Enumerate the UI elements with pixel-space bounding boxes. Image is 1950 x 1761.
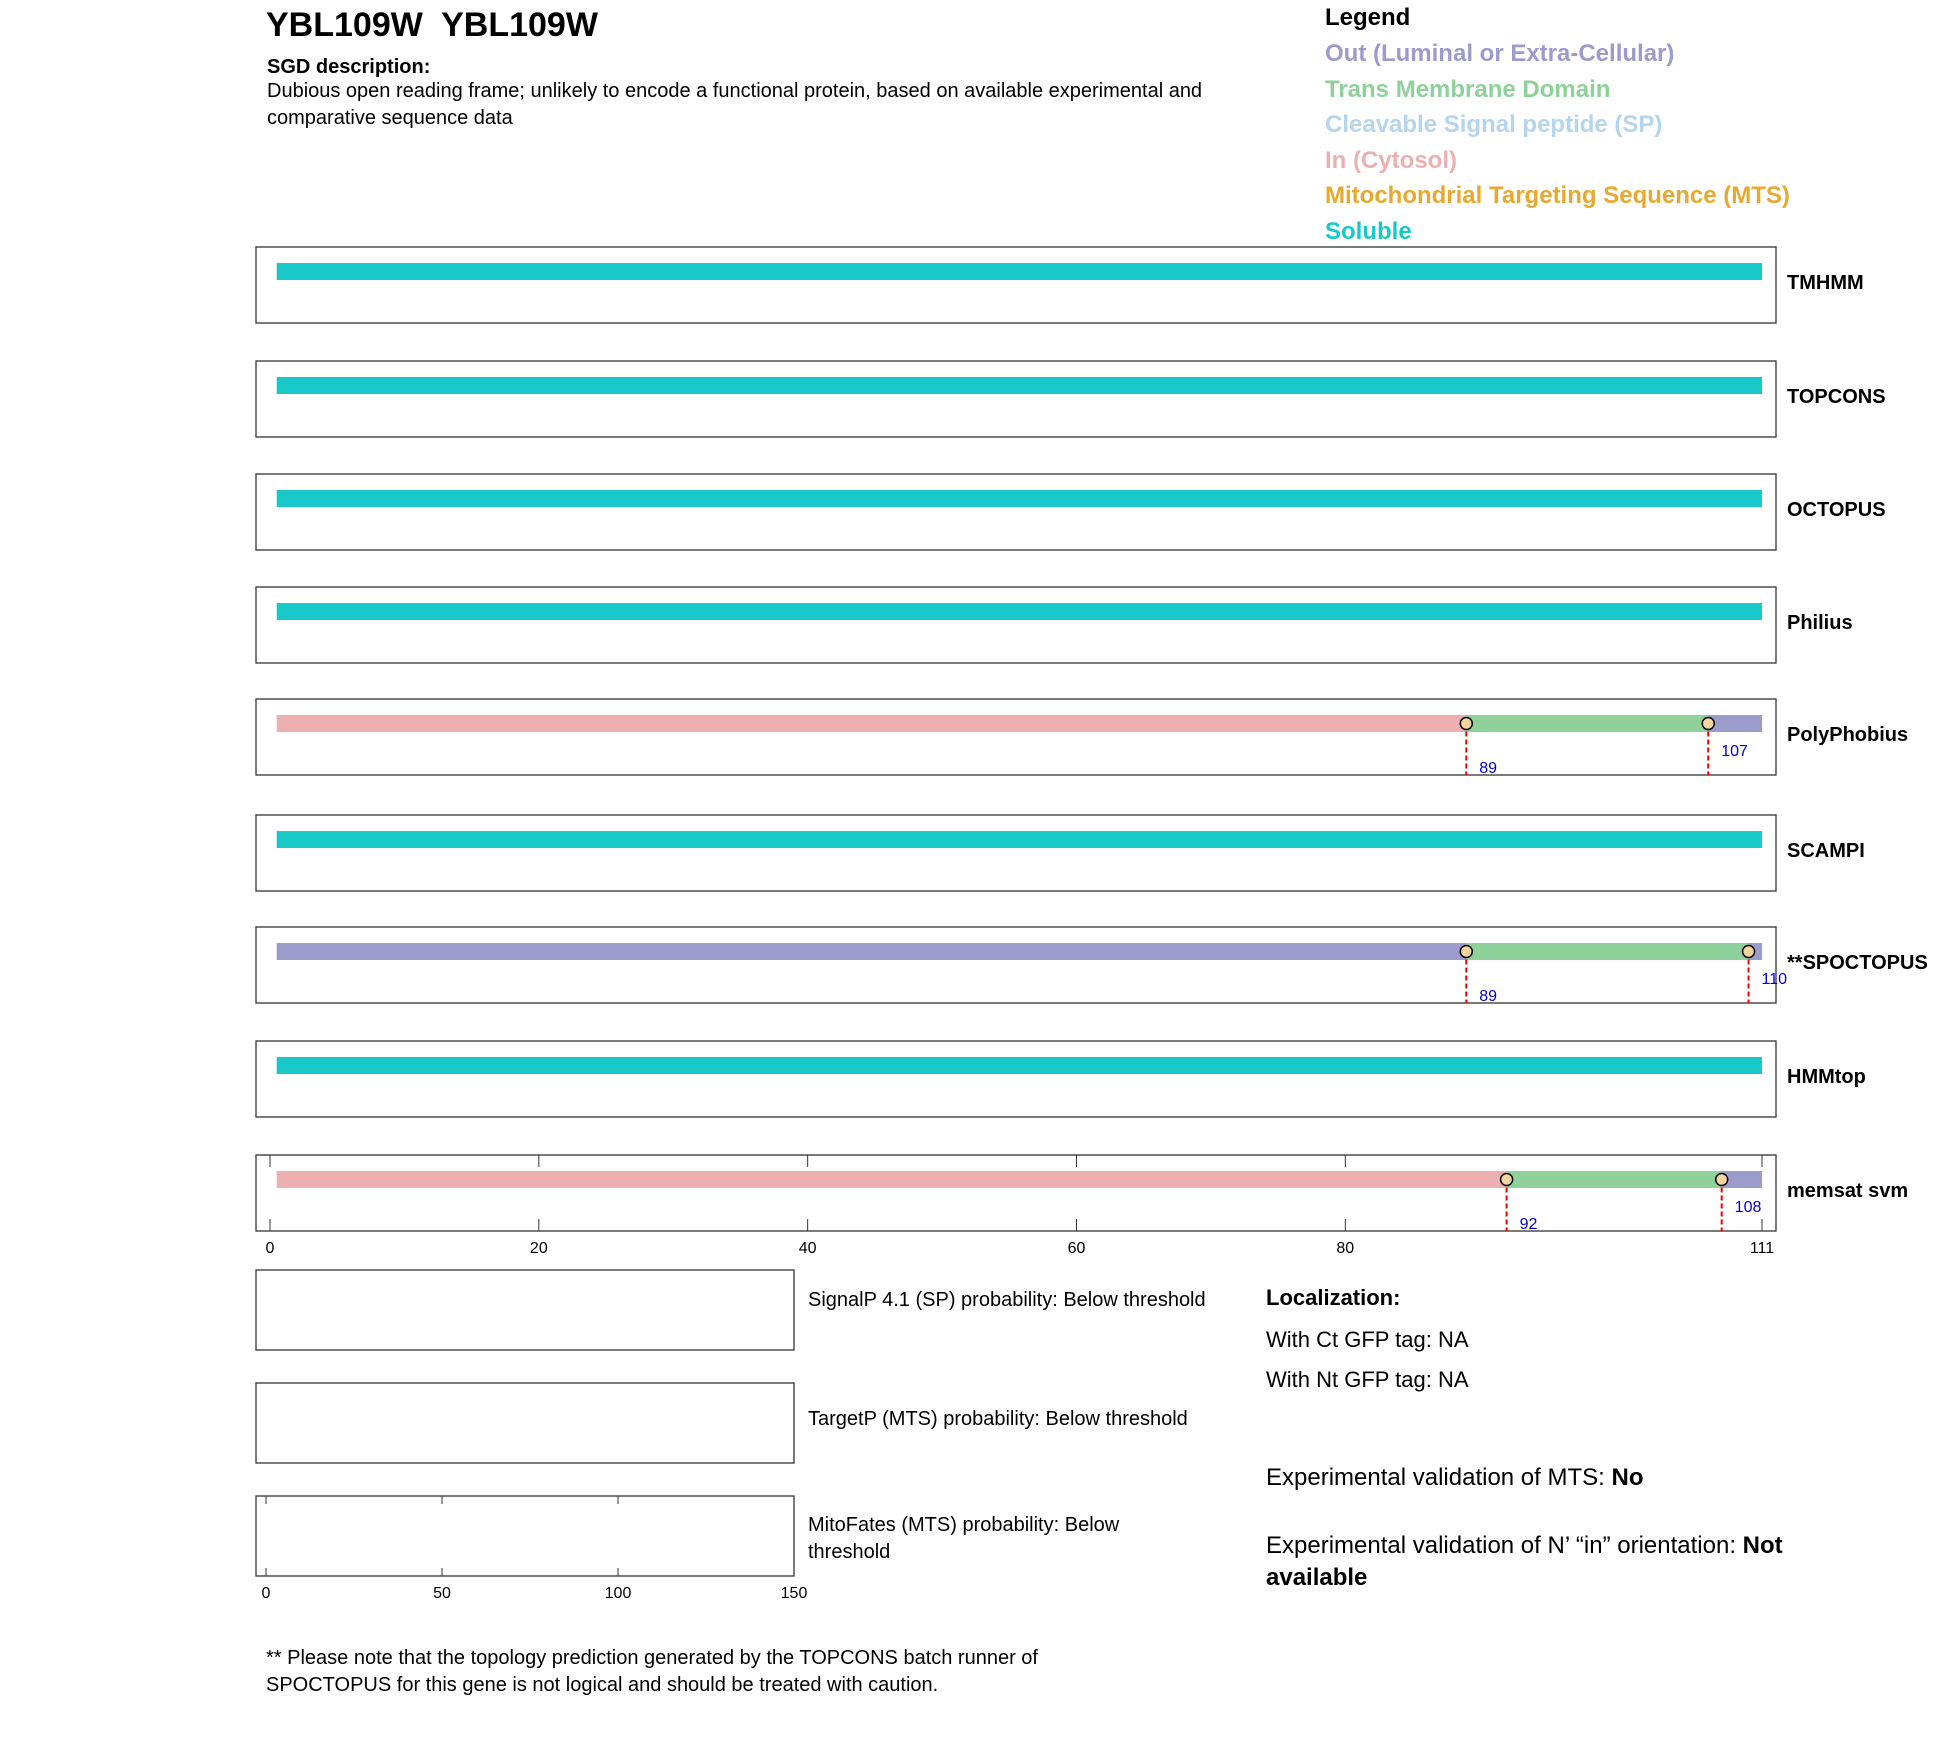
validation-orientation	[1266, 1530, 1886, 1594]
track-label: TOPCONS	[1787, 386, 1886, 408]
legend-item-soluble: Soluble	[1325, 217, 1412, 245]
legend-title: Legend	[1325, 4, 1411, 31]
validation-orientation-label: Experimental validation of N’ “in” orientation:	[1266, 1532, 1743, 1559]
legend-item-in: In (Cytosol)	[1325, 146, 1457, 174]
track-label: Philius	[1787, 612, 1853, 634]
panel-axis-tick-label: 50	[433, 1585, 451, 1602]
validation-mts-label: Experimental validation of MTS:	[1266, 1464, 1612, 1491]
localization-nt: With Nt GFP tag: NA	[1266, 1367, 1469, 1392]
legend-item-sp: Cleavable Signal peptide (SP)	[1325, 111, 1663, 138]
legend-item-tm: Trans Membrane Domain	[1325, 75, 1611, 103]
sgd-description-text: Dubious open reading frame; unlikely to encode a functional protein, based on available experimental and comparative sequence data	[267, 80, 1203, 129]
marker-label: 107	[1721, 743, 1748, 760]
panel-axis-tick-label: 0	[261, 1585, 271, 1602]
panel-axis-tick-label: 150	[780, 1585, 808, 1602]
axis-tick-label: 40	[798, 1240, 817, 1257]
validation-mts-value: No	[1611, 1464, 1644, 1491]
axis-tick-label: 111	[1749, 1240, 1775, 1257]
localization-title: Localization:	[1266, 1285, 1401, 1310]
track-label: HMMtop	[1787, 1066, 1866, 1088]
targetp-label: TargetP (MTS) probability: Below threshold	[808, 1408, 1188, 1430]
probability-panel-box	[256, 1383, 794, 1463]
panel-axis-tick-label: 100	[604, 1585, 632, 1602]
marker-label: 89	[1479, 988, 1498, 1005]
validation-orientation-value: Not available	[1266, 1532, 1783, 1591]
track-label: OCTOPUS	[1787, 499, 1886, 521]
marker-label: 89	[1479, 760, 1498, 777]
marker-label: 110	[1761, 971, 1788, 988]
axis-tick-label: 80	[1336, 1240, 1355, 1257]
track-label: PolyPhobius	[1787, 724, 1909, 746]
axis-tick-label: 0	[265, 1240, 275, 1257]
axis-tick-label: 60	[1067, 1240, 1086, 1257]
track-label: **SPOCTOPUS	[1787, 952, 1928, 974]
track-label: TMHMM	[1787, 272, 1864, 294]
track-label: SCAMPI	[1787, 840, 1865, 862]
localization-ct: With Ct GFP tag: NA	[1266, 1327, 1469, 1352]
page-title: YBL109W YBL109W	[266, 6, 598, 44]
track-label: memsat svm	[1787, 1180, 1909, 1202]
sgd-description-label: SGD description:	[267, 56, 431, 78]
validation-mts	[1266, 1464, 1643, 1492]
probability-panel-box	[256, 1270, 794, 1350]
legend-item-out: Out (Luminal or Extra-Cellular)	[1325, 40, 1675, 67]
axis-tick-label: 20	[529, 1240, 548, 1257]
mitofates-label: MitoFates (MTS) probability: Below threshold	[808, 1514, 1120, 1563]
signalp-label: SignalP 4.1 (SP) probability: Below threshold	[808, 1289, 1206, 1311]
marker-label: 92	[1519, 1216, 1538, 1233]
legend-item-mts: Mitochondrial Targeting Sequence (MTS)	[1325, 182, 1790, 209]
marker-label: 108	[1734, 1199, 1762, 1216]
footnote: ** Please note that the topology prediction generated by the TOPCONS batch runner of SPOCTOPUS for this gene is not logical and should be treated with caution.	[266, 1647, 1038, 1696]
probability-panel-box	[256, 1496, 794, 1576]
